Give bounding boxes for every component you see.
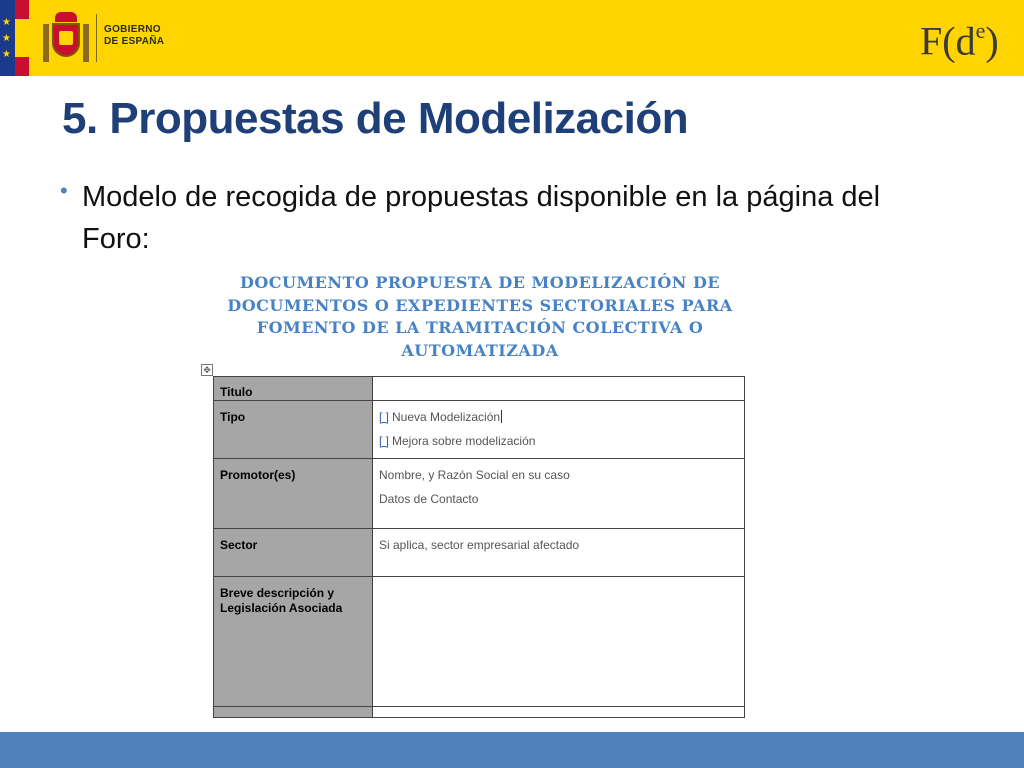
tipo-option-mejora[interactable]	[379, 434, 738, 449]
row-value-sector	[373, 529, 745, 577]
forum-logo	[920, 8, 999, 66]
proposal-form-table	[213, 376, 745, 718]
row-value-titulo	[373, 377, 745, 401]
row-label-tipo: Tipo	[214, 401, 373, 459]
gobierno-espana-logo	[40, 10, 175, 68]
row-value-descripcion	[373, 577, 745, 718]
gobierno-logo-text	[104, 24, 164, 48]
document-heading: DOCUMENTO PROPUESTA DE MODELIZACIÓN DE DOCUMENTOS O EXPEDIENTES SECTORIALES PARA FOMENTO DE LA TRAMITACIÓN COLECTIVA O AUTOMATIZADA	[227, 273, 733, 360]
row-label-sector: Sector	[214, 529, 373, 577]
sector-hint: Si aplica, sector empresarial afectado	[379, 538, 580, 552]
bullet-text: Modelo de recogida de propuestas disponible en la página del Foro:	[82, 181, 881, 255]
table-row	[214, 577, 745, 718]
forum-logo-main: F(d	[920, 18, 976, 64]
spain-flag-icon	[15, 0, 29, 76]
forum-logo-sup: e	[975, 18, 986, 43]
tipo-option-nueva[interactable]	[379, 410, 738, 425]
promotor-hint-nombre: Nombre, y Razón Social en su caso	[379, 468, 570, 482]
header-bar	[0, 0, 1024, 76]
bullet-dot-icon: •	[60, 178, 68, 203]
checkbox-icon: [ ]	[379, 410, 390, 424]
checkbox-icon: [ ]	[379, 434, 390, 448]
logo-line-1: GOBIERNO	[104, 24, 161, 35]
eu-flag-icon: ★ ★ ★	[0, 0, 15, 76]
row-value-tipo	[373, 401, 745, 459]
table-row	[214, 529, 745, 577]
tipo-option-mejora-text: Mejora sobre modelización	[392, 434, 536, 448]
logo-line-2: DE ESPAÑA	[104, 36, 165, 47]
forum-logo-close: )	[985, 18, 999, 64]
slide-title: 5. Propuestas de Modelización	[62, 94, 689, 143]
table-row	[214, 459, 745, 529]
coat-of-arms-icon	[40, 12, 92, 66]
row-label-promotor: Promotor(es)	[214, 459, 373, 529]
text-cursor-icon	[501, 410, 502, 423]
footer-bar	[0, 732, 1024, 768]
table-continuation	[213, 706, 745, 712]
row-value-promotor	[373, 459, 745, 529]
tipo-option-nueva-text: Nueva Modelización	[392, 410, 501, 424]
row-label-descripcion: Breve descripción y Legislación Asociada	[214, 577, 373, 718]
promotor-hint-contacto: Datos de Contacto	[379, 492, 479, 506]
table-row	[214, 377, 745, 401]
table-row	[214, 401, 745, 459]
row-label-titulo: Titulo	[214, 377, 373, 401]
table-move-handle-icon: ✥	[201, 364, 213, 376]
